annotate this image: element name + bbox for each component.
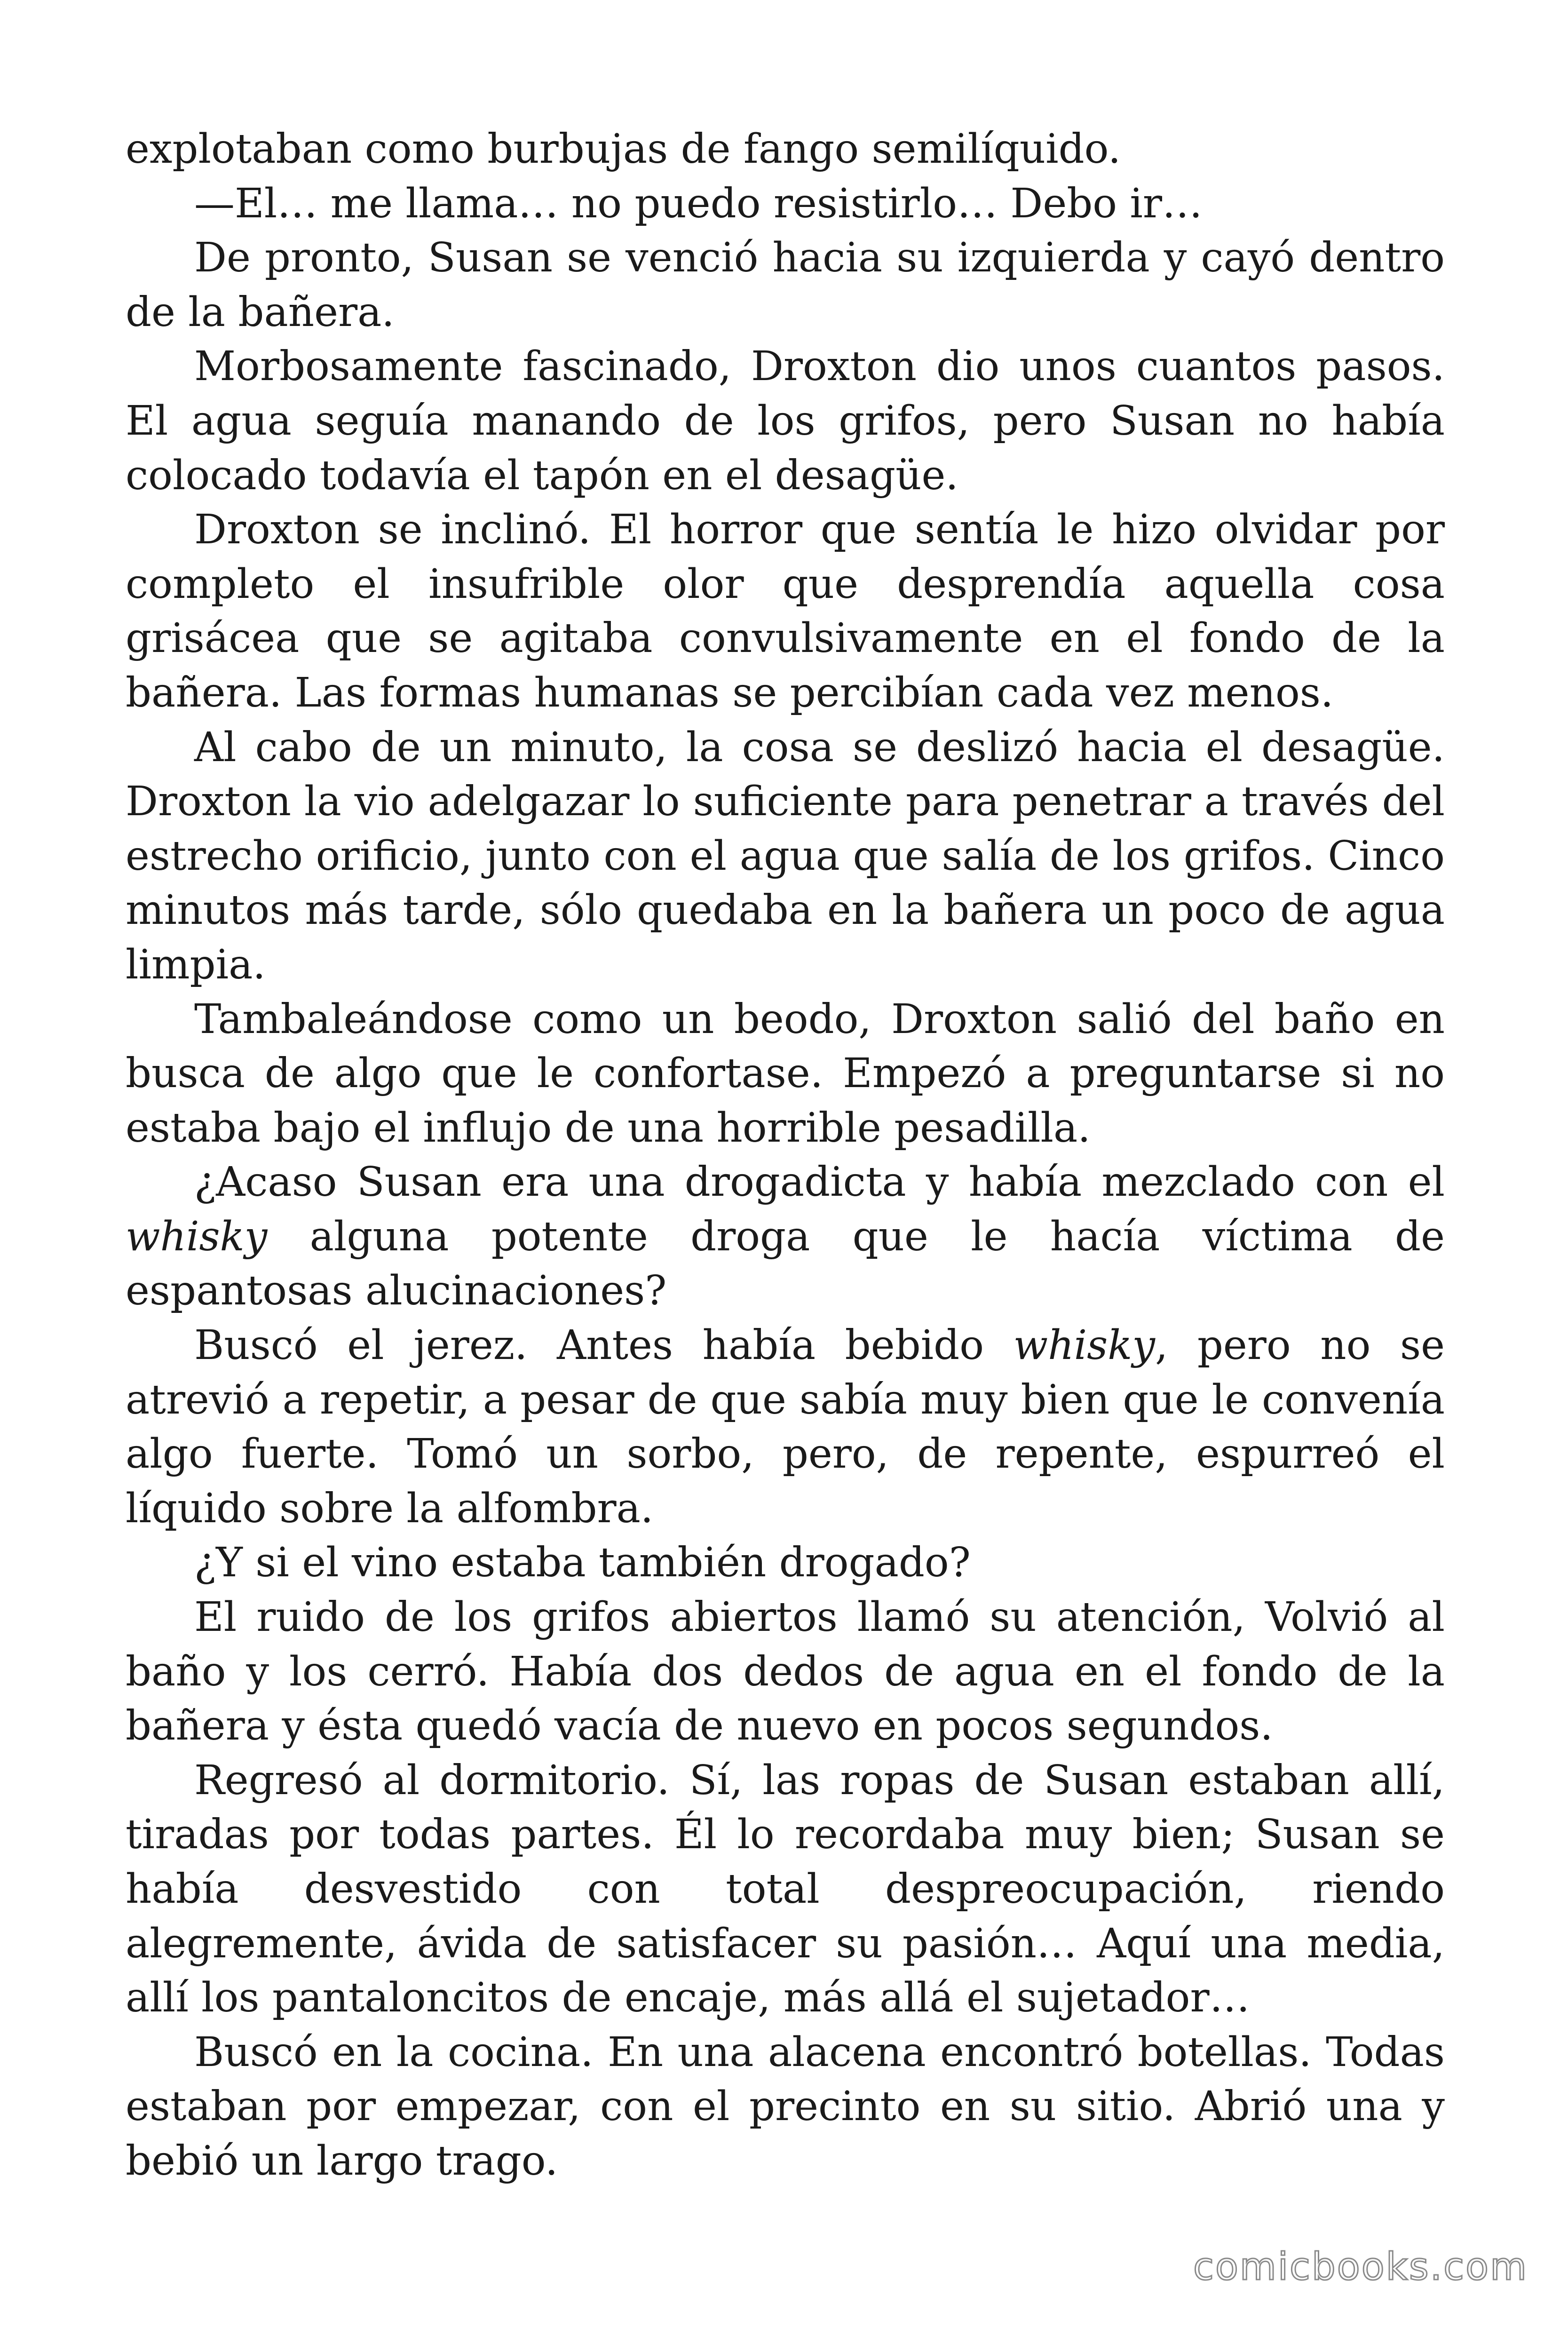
paragraph xyxy=(126,1155,1445,1319)
page-body xyxy=(126,122,1445,2189)
paragraph-text: , pero no se atrevió a repetir, a pesar de que sabía muy bien que le convenía algo fuerte. Tomó un sorbo, pero, de repente, espurreó el líquido sobre la alfombra. xyxy=(126,1322,1445,1532)
paragraph: Morbosamente fascinado, Droxton dio unos cuantos pasos. El agua seguía manando de los grifos, pero Susan no había colocado todavía el tapón en el desagüe. xyxy=(126,343,1445,499)
emphasis-text: whisky xyxy=(1013,1322,1155,1369)
paragraph: Tambaleándose como un beodo, Droxton salió del baño en busca de algo que le confortase. Empezó a preguntarse si no estaba bajo el influjo de una horrible pesadilla. xyxy=(126,995,1445,1152)
paragraph-text: alguna potente droga que le hacía víctima de espantosas alucinaciones? xyxy=(126,1213,1445,1315)
paragraph: —El… me llama… no puedo resistirlo… Debo ir… xyxy=(194,180,1203,227)
paragraph xyxy=(126,1319,1445,1536)
paragraph: explotaban como burbujas de fango semilíquido. xyxy=(126,126,1121,173)
watermark: comicbooks.com xyxy=(1193,2245,1528,2288)
paragraph: Al cabo de un minuto, la cosa se deslizó hacia el desagüe. Droxton la vio adelgazar lo suficiente para penetrar a través del estrecho orificio, junto con el agua que salía de los grifos. Cinco minutos más tarde, sólo quedaba en la bañera un poco de agua limpia. xyxy=(126,723,1445,988)
paragraph: El ruido de los grifos abiertos llamó su atención, Volvió al baño y los cerró. Había dos dedos de agua en el fondo de la bañera y ésta quedó vacía de nuevo en pocos segundos. xyxy=(126,1594,1445,1750)
paragraph: Regresó al dormitorio. Sí, las ropas de Susan estaban allí, tiradas por todas partes. Él lo recordaba muy bien; Susan se había desvestido con total despreocupación, riendo alegremente, ávida de satisfacer su pasión… Aquí una media, allí los pantaloncitos de encaje, más allá el sujetador… xyxy=(126,1756,1445,2022)
paragraph: Droxton se inclinó. El horror que sentía le hizo olvidar por completo el insufrible olor que desprendía aquella cosa grisácea que se agitaba convulsivamente en el fondo de la bañera. Las formas humanas se percibían cada vez menos. xyxy=(126,506,1445,716)
paragraph: Buscó en la cocina. En una alacena encontró botellas. Todas estaban por empezar, con el precinto en su sitio. Abrió una y bebió un largo trago. xyxy=(126,2028,1445,2185)
paragraph-text: ¿Acaso Susan era una drogadicta y había mezclado con el xyxy=(194,1159,1445,1206)
paragraph: ¿Y si el vino estaba también drogado? xyxy=(194,1539,971,1587)
paragraph-text: Buscó el jerez. Antes había bebido xyxy=(194,1322,1014,1369)
paragraph: De pronto, Susan se venció hacia su izquierda y cayó dentro de la bañera. xyxy=(126,234,1445,336)
emphasis-text: whisky xyxy=(126,1213,268,1260)
